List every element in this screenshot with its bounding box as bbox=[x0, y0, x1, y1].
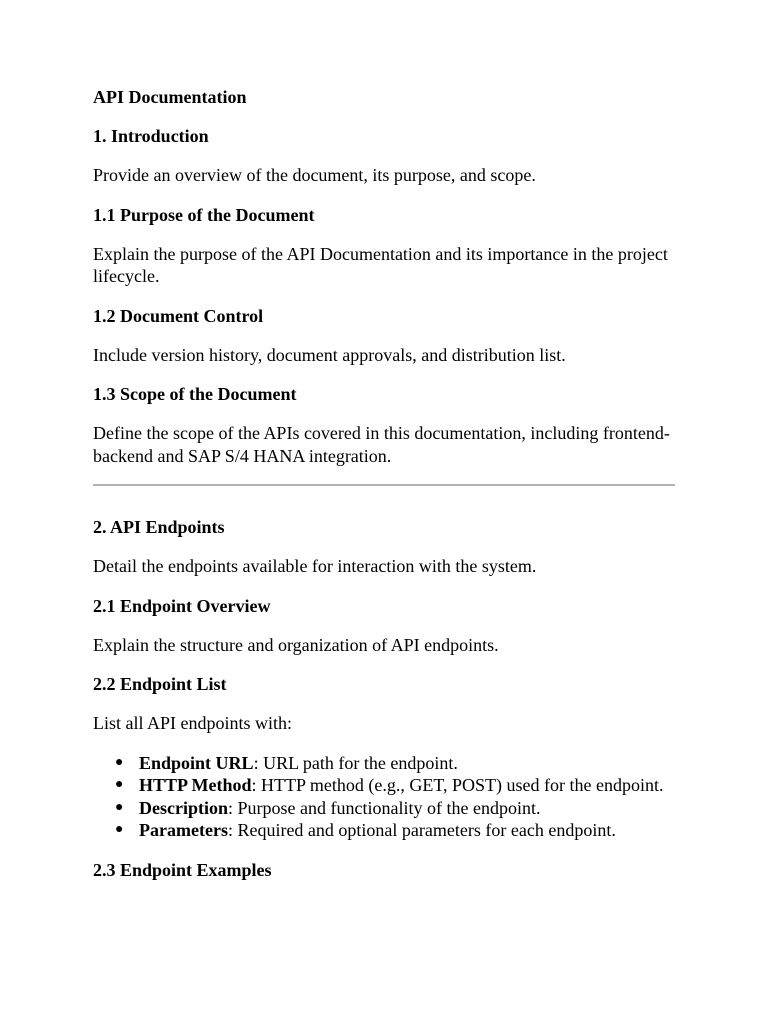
endpoint-attribute-list bbox=[93, 752, 678, 842]
list-item-term: Parameters bbox=[139, 820, 228, 840]
bullet-icon: ● bbox=[115, 799, 124, 815]
section-heading-scope: 1.3 Scope of the Document bbox=[93, 384, 297, 404]
section-heading-introduction: 1. Introduction bbox=[93, 126, 209, 146]
document-page bbox=[93, 86, 678, 898]
section-heading-endpoint-examples: 2.3 Endpoint Examples bbox=[93, 859, 272, 880]
list-item-http-method bbox=[115, 774, 678, 797]
bullet-icon: ● bbox=[115, 777, 124, 792]
list-item-term: Endpoint URL bbox=[139, 752, 254, 773]
list-item-desc: : HTTP method (e.g., GET, POST) used for the endpoint. bbox=[251, 775, 664, 795]
section-heading-endpoint-overview: 2.1 Endpoint Overview bbox=[93, 595, 271, 616]
section-heading-endpoint-list: 2.2 Endpoint List bbox=[93, 674, 227, 694]
section-text-endpoint-overview: Explain the structure and organization of API endpoints. bbox=[93, 634, 499, 655]
section-heading-purpose: 1.1 Purpose of the Document bbox=[93, 204, 315, 225]
list-item-endpoint-url bbox=[115, 752, 678, 775]
list-item-term: Description bbox=[139, 797, 228, 818]
list-item-desc: : Required and optional parameters for each endpoint. bbox=[227, 820, 616, 840]
section-heading-document-control: 1.2 Document Control bbox=[93, 305, 264, 326]
section-text-scope: Define the scope of the APIs covered in this documentation, including frontend-backend and SAP S/4 HANA integration. bbox=[93, 423, 670, 466]
section-text-api-endpoints: Detail the endpoints available for interaction with the system. bbox=[93, 556, 537, 576]
list-item-desc: : Purpose and functionality of the endpoint. bbox=[228, 797, 541, 818]
section-text-introduction: Provide an overview of the document, its purpose, and scope. bbox=[93, 165, 536, 185]
bullet-icon: ● bbox=[115, 822, 124, 837]
list-item-parameters bbox=[115, 819, 678, 842]
horizontal-divider bbox=[93, 484, 675, 486]
section-text-document-control: Include version history, document approvals, and distribution list. bbox=[93, 344, 566, 365]
bullet-icon: ● bbox=[115, 754, 124, 770]
list-item-desc: : URL path for the endpoint. bbox=[253, 752, 458, 773]
section-heading-api-endpoints: 2. API Endpoints bbox=[93, 517, 225, 537]
list-item-term: HTTP Method bbox=[139, 775, 252, 795]
section-text-endpoint-list: List all API endpoints with: bbox=[93, 713, 293, 733]
section-text-purpose: Explain the purpose of the API Documentation and its importance in the project lifecycle. bbox=[93, 243, 668, 286]
document-title: API Documentation bbox=[93, 87, 247, 107]
list-item-description bbox=[115, 797, 678, 820]
